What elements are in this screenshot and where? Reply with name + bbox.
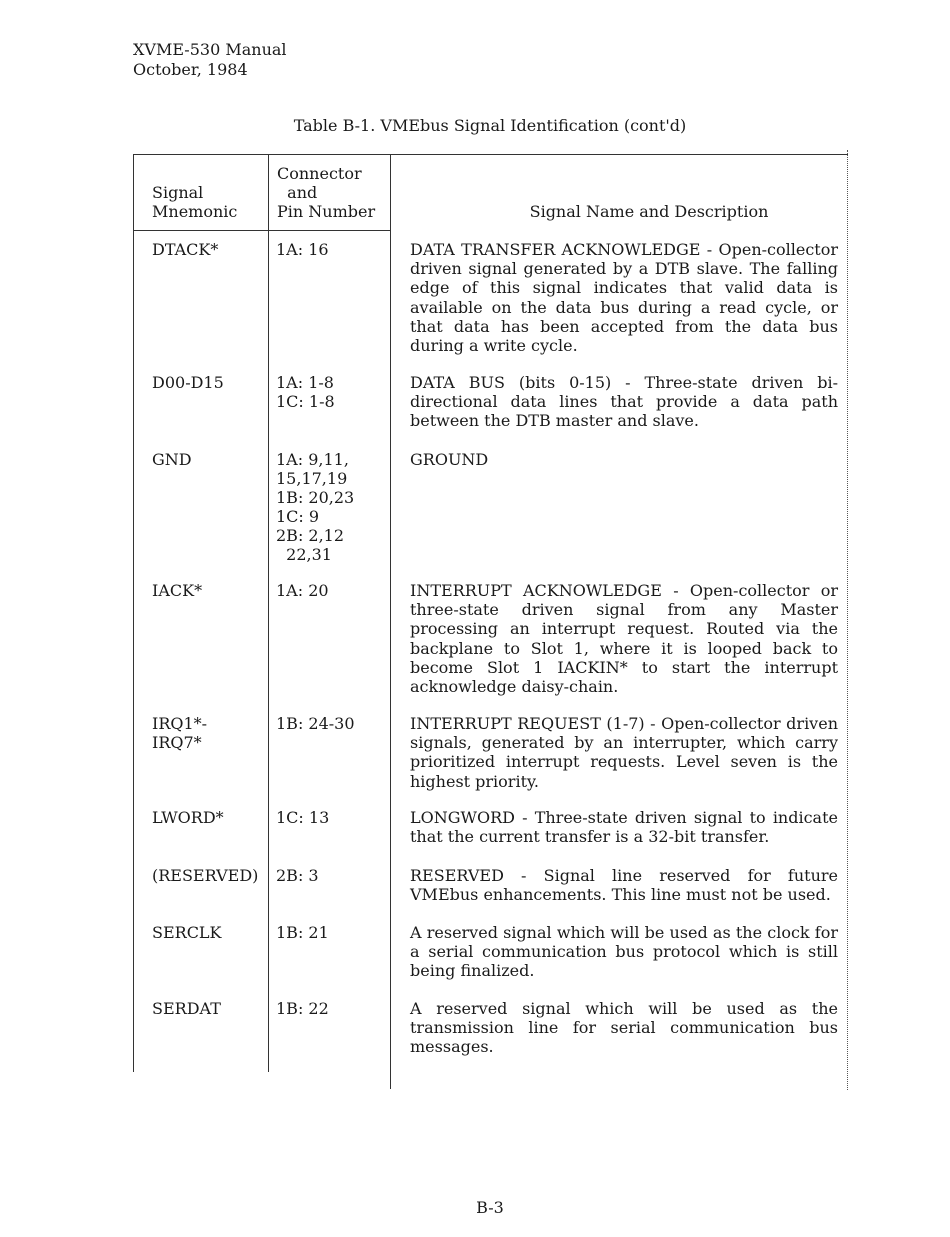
signal-description: GROUND xyxy=(410,450,489,469)
signal-description: INTERRUPT ACKNOWLEDGE - Open-collector or three-state driven signal from any Master processing an interrupt request. Routed via the backplane to Slot 1, where it is looped back to become Slot 1 IACKIN* to start the interrupt acknowledge daisy-chain. xyxy=(410,581,838,697)
pin-number: 2B: 3 xyxy=(276,866,319,885)
table-column-divider-2 xyxy=(390,154,391,1089)
signal-mnemonic: IRQ1*- IRQ7* xyxy=(152,714,208,752)
signal-mnemonic: GND xyxy=(152,450,192,469)
signal-description: A reserved signal which will be used as the transmission line for serial communication bus messages. xyxy=(410,999,838,1057)
pin-number: 1A: 20 xyxy=(276,581,329,600)
pin-number: 1A: 9,11, 15,17,19 1B: 20,23 1C: 9 2B: 2,12 22,31 xyxy=(276,450,355,564)
table-column-divider-1 xyxy=(268,154,269,1072)
document-date: October, 1984 xyxy=(133,60,248,79)
header-signal-mnemonic: Signal Mnemonic xyxy=(152,183,238,221)
document-title: XVME-530 Manual xyxy=(133,40,287,59)
header-description: Signal Name and Description xyxy=(529,202,769,221)
signal-mnemonic: IACK* xyxy=(152,581,203,600)
signal-description: LONGWORD - Three-state driven signal to indicate that the current transfer is a 32-bit transfer. xyxy=(410,808,838,847)
header-connector-pin: Connector and Pin Number xyxy=(277,164,376,221)
table-top-rule xyxy=(133,154,848,155)
table-right-border xyxy=(847,150,848,1090)
table-left-border xyxy=(133,154,134,1072)
signal-mnemonic: SERCLK xyxy=(152,923,222,942)
pin-number: 1B: 22 xyxy=(276,999,329,1018)
signal-description: DATA BUS (bits 0-15) - Three-state driven bi-directional data lines that provide a data path between the DTB master and slave. xyxy=(410,373,838,431)
signal-description: RESERVED - Signal line reserved for future VMEbus enhancements. This line must not be used. xyxy=(410,866,838,905)
signal-description: INTERRUPT REQUEST (1-7) - Open-collector driven signals, generated by an interrupter, which carry prioritized interrupt requests. Level seven is the highest priority. xyxy=(410,714,838,791)
signal-mnemonic: DTACK* xyxy=(152,240,219,259)
pin-number: 1C: 13 xyxy=(276,808,330,827)
table-caption: Table B-1. VMEbus Signal Identification (cont'd) xyxy=(293,116,687,135)
signal-description: A reserved signal which will be used as the clock for a serial communication bus protocol which is still being finalized. xyxy=(410,923,838,981)
signal-mnemonic: LWORD* xyxy=(152,808,224,827)
pin-number: 1A: 1-8 1C: 1-8 xyxy=(276,373,335,411)
page-number: B-3 xyxy=(476,1198,504,1217)
signal-description: DATA TRANSFER ACKNOWLEDGE - Open-collector driven signal generated by a DTB slave. The falling edge of this signal indicates that valid data is available on the data bus during a read cycle, or that data has been accepted from the data bus during a write cycle. xyxy=(410,240,838,356)
signal-mnemonic: D00-D15 xyxy=(152,373,224,392)
pin-number: 1B: 24-30 xyxy=(276,714,355,733)
pin-number: 1B: 21 xyxy=(276,923,329,942)
signal-mnemonic: SERDAT xyxy=(152,999,221,1018)
table-header-rule xyxy=(133,230,391,231)
signal-mnemonic: (RESERVED) xyxy=(152,866,259,885)
pin-number: 1A: 16 xyxy=(276,240,329,259)
